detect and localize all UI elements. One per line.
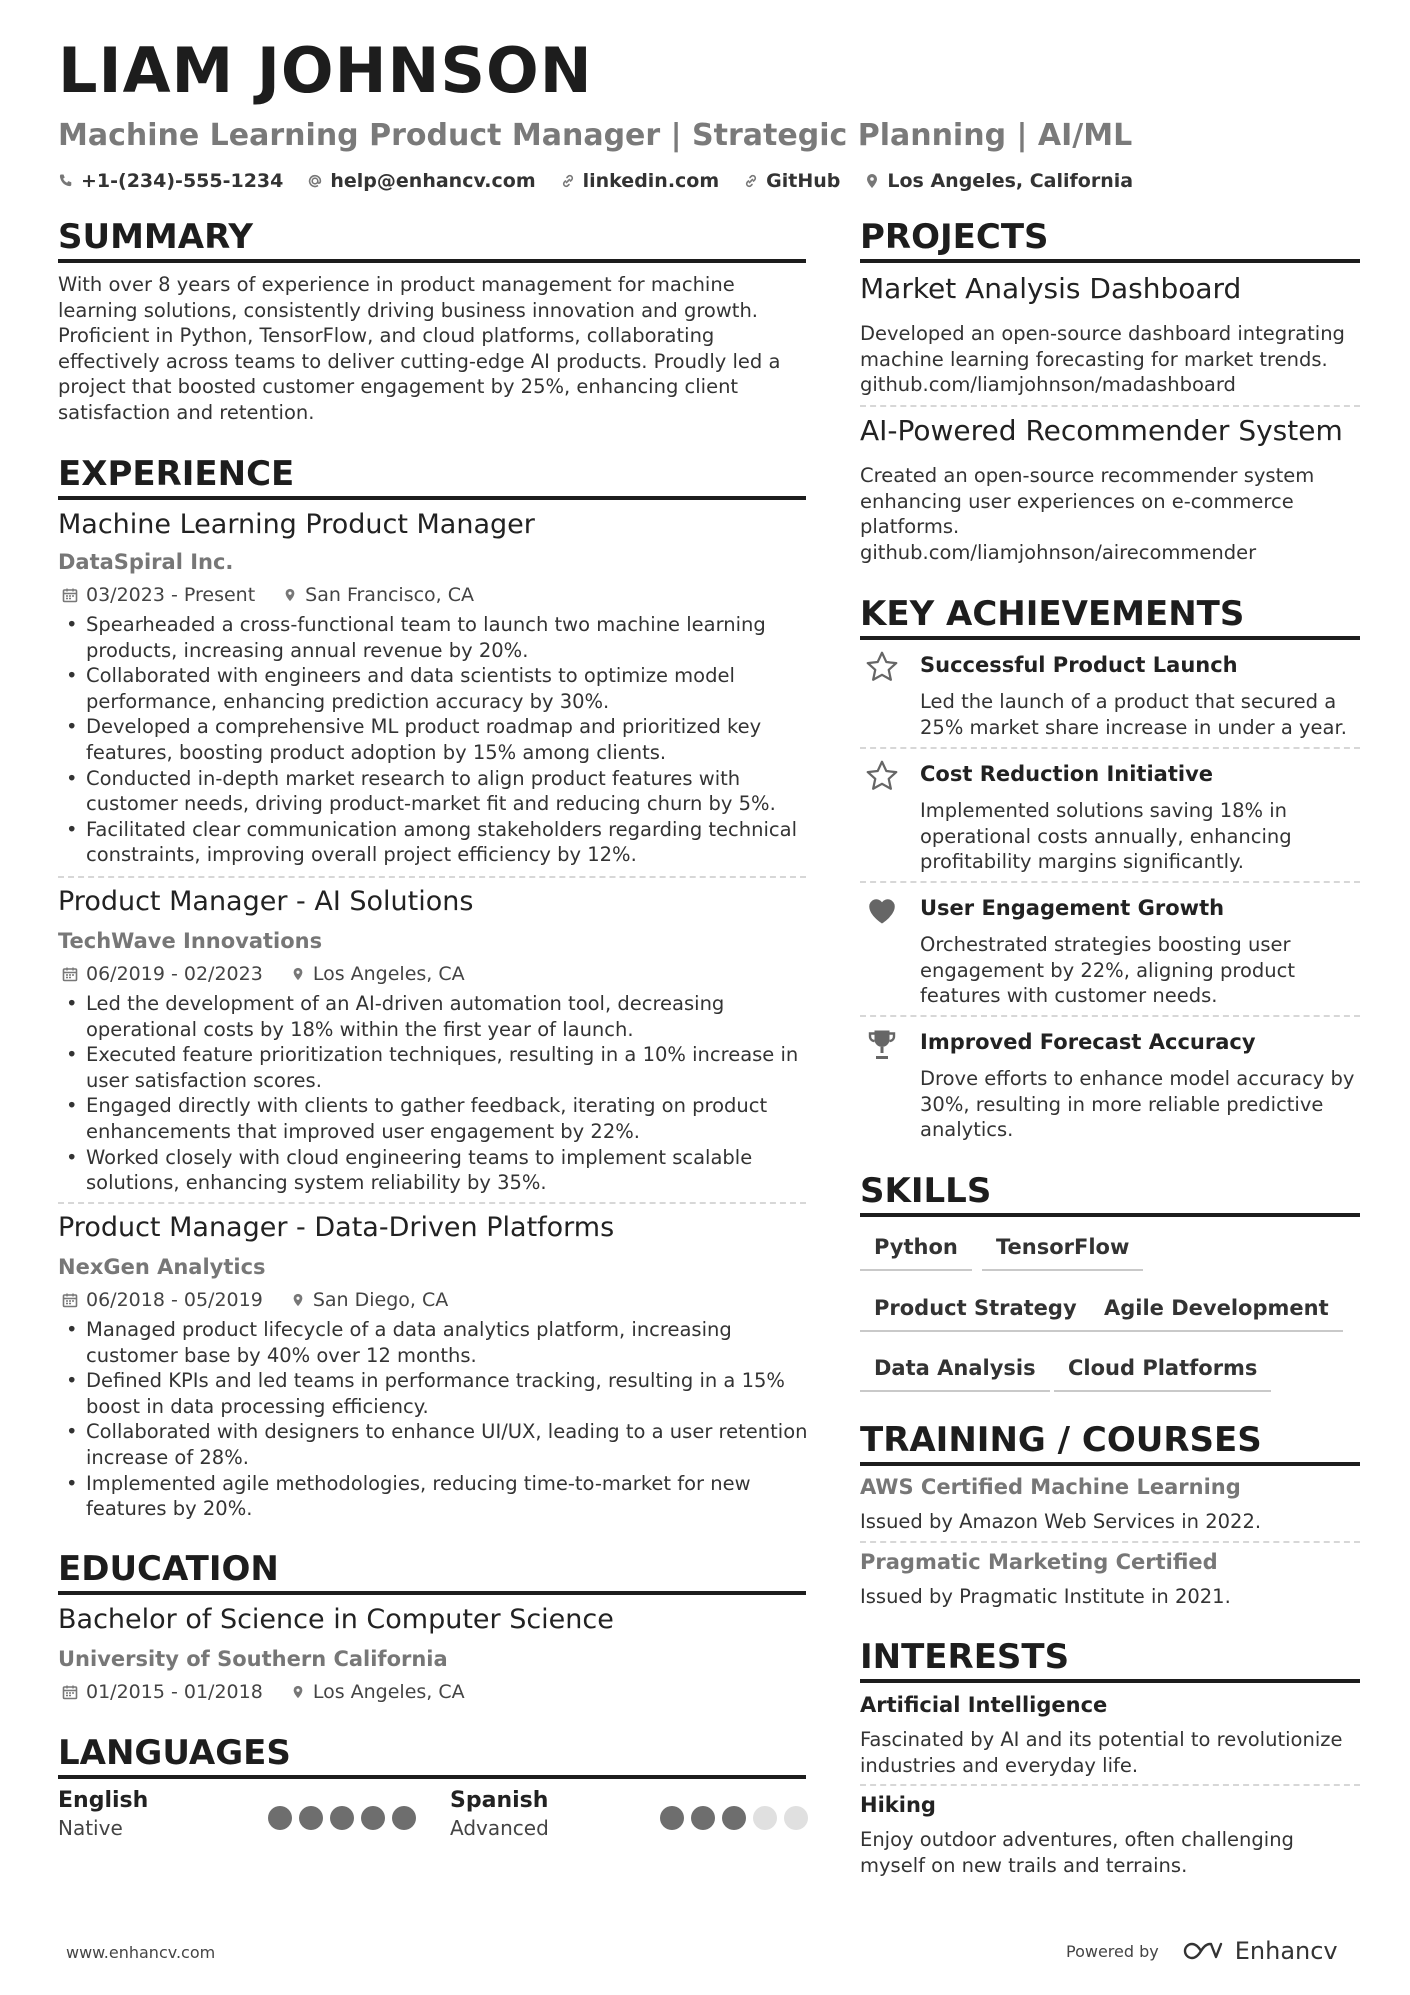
- achievement-description: Led the launch of a product that secured a 25% market share increase in under a year.: [920, 690, 1347, 739]
- location-icon: [291, 1684, 305, 1700]
- divider: [860, 1541, 1360, 1543]
- divider: [58, 1202, 806, 1204]
- language-level: Advanced: [450, 1816, 549, 1840]
- rating-dot-filled: [691, 1806, 715, 1830]
- contact-github[interactable]: [743, 170, 840, 192]
- education-meta: [62, 1681, 465, 1703]
- location-icon: [283, 587, 297, 603]
- experience-heading: EXPERIENCE: [58, 454, 295, 494]
- star-icon: [864, 649, 900, 685]
- job-company: DataSpiral Inc.: [58, 550, 234, 574]
- summary-text: With over 8 years of experience in product management for machine learning solutions, consistently driving business innovation and growth. Proficient in Python, TensorFlow, and cloud platforms, collaborating effectively across teams to deliver cutting-edge AI products. Proudly led a project that boosted customer engagement by 25%, enhancing client satisfaction and retention.: [58, 273, 781, 424]
- job-company: NexGen Analytics: [58, 1255, 266, 1279]
- projects-rule: [860, 259, 1360, 263]
- divider: [860, 405, 1360, 407]
- candidate-headline: Machine Learning Product Manager | Strategic Planning | AI/ML: [58, 118, 1133, 153]
- projects-heading: PROJECTS: [860, 217, 1049, 257]
- list-item: • Led the development of an AI-driven automation tool, decreasing operational costs by 18% within the first year of launch.: [58, 991, 818, 1042]
- project-link[interactable]: github.com/liamjohnson/airecommender: [860, 541, 1257, 564]
- divider: [58, 876, 806, 878]
- job-dates: [62, 584, 255, 606]
- calendar-icon: [62, 587, 78, 603]
- list-item: • Executed feature prioritization techniques, resulting in a 10% increase in user satisfaction scores.: [58, 1042, 818, 1093]
- job-location-text: San Diego, CA: [312, 1289, 449, 1311]
- trophy-icon: [864, 1026, 900, 1062]
- location-icon: [291, 1292, 305, 1308]
- project-link[interactable]: github.com/liamjohnson/madashboard: [860, 373, 1236, 396]
- enhancv-logo-icon: [1181, 1940, 1225, 1962]
- list-item: • Conducted in-depth market research to align product features with customer needs, driving product-market fit and reducing churn by 5%.: [58, 766, 818, 817]
- job-meta: [62, 584, 474, 606]
- languages-heading: LANGUAGES: [58, 1733, 291, 1773]
- divider: [860, 1015, 1360, 1017]
- candidate-name: LIAM JOHNSON: [58, 34, 593, 107]
- rating-dot-filled: [330, 1806, 354, 1830]
- training-heading: TRAINING / COURSES: [860, 1420, 1262, 1460]
- job-dates: [62, 1289, 263, 1311]
- star-icon: [864, 758, 900, 794]
- list-item: • Worked closely with cloud engineering teams to implement scalable solutions, enhancing system reliability by 35%.: [58, 1145, 818, 1196]
- contact-github-text: GitHub: [766, 170, 841, 192]
- contact-email-text: help@enhancv.com: [330, 170, 536, 192]
- course-description: Issued by Pragmatic Institute in 2021.: [860, 1585, 1231, 1608]
- achievement-title: User Engagement Growth: [920, 896, 1225, 920]
- brand-name: Enhancv: [1234, 1937, 1338, 1965]
- location-icon: [864, 173, 880, 189]
- summary-heading: SUMMARY: [58, 217, 254, 257]
- rating-dot-filled: [660, 1806, 684, 1830]
- job-location-text: Los Angeles, CA: [312, 963, 465, 985]
- achievements-heading: KEY ACHIEVEMENTS: [860, 594, 1245, 634]
- skill-tag: Data Analysis: [860, 1356, 1050, 1392]
- calendar-icon: [62, 1684, 78, 1700]
- list-item: • Collaborated with designers to enhance UI/UX, leading to a user retention increase of 28%.: [58, 1419, 818, 1470]
- summary-rule: [58, 259, 806, 263]
- rating-dot-filled: [361, 1806, 385, 1830]
- interest-description: Fascinated by AI and its potential to revolutionize industries and everyday life.: [860, 1728, 1343, 1777]
- job-dates-text: 06/2019 - 02/2023: [86, 963, 263, 985]
- skill-tag: Product Strategy: [860, 1296, 1091, 1332]
- rating-dot-empty: [753, 1806, 777, 1830]
- rating-dot-filled: [268, 1806, 292, 1830]
- achievement-title: Improved Forecast Accuracy: [920, 1030, 1256, 1054]
- education-rule: [58, 1591, 806, 1595]
- language-rating: [660, 1806, 808, 1830]
- job-title: Product Manager - AI Solutions: [58, 886, 474, 917]
- at-icon: [307, 173, 323, 189]
- job-dates-text: 03/2023 - Present: [86, 584, 256, 606]
- job-location: [291, 963, 465, 985]
- achievement-title: Cost Reduction Initiative: [920, 762, 1213, 786]
- location-icon: [291, 966, 305, 982]
- job-title: Product Manager - Data-Driven Platforms: [58, 1212, 615, 1243]
- language-rating: [268, 1806, 416, 1830]
- list-item: • Developed a comprehensive ML product roadmap and prioritized key features, boosting product adoption by 15% among clients.: [58, 714, 818, 765]
- language-name: Spanish: [450, 1788, 549, 1813]
- phone-icon: [58, 173, 74, 189]
- rating-dot-filled: [299, 1806, 323, 1830]
- job-bullets: [58, 1317, 818, 1522]
- job-location: [291, 1289, 448, 1311]
- interest-title: Hiking: [860, 1793, 936, 1817]
- job-location-text: San Francisco, CA: [305, 584, 475, 606]
- contact-phone[interactable]: [58, 170, 283, 192]
- interest-description: Enjoy outdoor adventures, often challenging myself on new trails and terrains.: [860, 1828, 1294, 1877]
- achievement-description: Drove efforts to enhance model accuracy by 30%, resulting in more reliable predictive analytics.: [920, 1067, 1355, 1142]
- skill-tag: TensorFlow: [982, 1235, 1143, 1271]
- interests-heading: INTERESTS: [860, 1637, 1070, 1677]
- list-item: • Managed product lifecycle of a data analytics platform, increasing customer base by 40% over 12 months.: [58, 1317, 818, 1368]
- languages-rule: [58, 1775, 806, 1779]
- list-item: • Facilitated clear communication among stakeholders regarding technical constraints, improving overall project efficiency by 12%.: [58, 817, 818, 868]
- contact-phone-text: +1-(234)-555-1234: [81, 170, 284, 192]
- education-dates-text: 01/2015 - 01/2018: [86, 1681, 263, 1703]
- list-item: • Engaged directly with clients to gather feedback, iterating on product enhancements that improved user engagement by 22%.: [58, 1093, 818, 1144]
- course-title: Pragmatic Marketing Certified: [860, 1550, 1218, 1574]
- project-description: Developed an open-source dashboard integrating machine learning forecasting for market trends.: [860, 322, 1345, 371]
- footer-branding: [1066, 1937, 1338, 1965]
- achievement-description: Orchestrated strategies boosting user engagement by 22%, aligning product features with customer needs.: [920, 933, 1295, 1008]
- link-icon: [743, 173, 759, 189]
- education-dates: [62, 1681, 263, 1703]
- contact-linkedin[interactable]: [560, 170, 720, 192]
- brand-logo[interactable]: [1181, 1937, 1338, 1965]
- course-title: AWS Certified Machine Learning: [860, 1475, 1241, 1499]
- link-icon: [560, 173, 576, 189]
- interest-title: Artificial Intelligence: [860, 1693, 1108, 1717]
- job-bullets: [58, 991, 818, 1196]
- job-meta: [62, 1289, 448, 1311]
- project-title: AI-Powered Recommender System: [860, 414, 1343, 447]
- project-title: Market Analysis Dashboard: [860, 272, 1242, 305]
- contact-location: [864, 170, 1133, 192]
- calendar-icon: [62, 1292, 78, 1308]
- rating-dot-filled: [392, 1806, 416, 1830]
- skills-heading: SKILLS: [860, 1171, 992, 1211]
- divider: [860, 747, 1360, 749]
- job-bullets: [58, 612, 818, 868]
- skill-tag: Python: [860, 1235, 972, 1271]
- education-heading: EDUCATION: [58, 1549, 279, 1589]
- skills-rule: [860, 1213, 1360, 1217]
- experience-rule: [58, 496, 806, 500]
- rating-dot-empty: [784, 1806, 808, 1830]
- contact-location-text: Los Angeles, California: [887, 170, 1134, 192]
- contact-bar: [58, 170, 1133, 192]
- language-level: Native: [58, 1816, 123, 1840]
- language-name: English: [58, 1788, 149, 1813]
- course-description: Issued by Amazon Web Services in 2022.: [860, 1510, 1262, 1533]
- job-title: Machine Learning Product Manager: [58, 509, 535, 540]
- calendar-icon: [62, 966, 78, 982]
- heart-icon: [864, 892, 900, 928]
- achievement-title: Successful Product Launch: [920, 653, 1238, 677]
- powered-by-label: Powered by: [1066, 1941, 1159, 1961]
- job-location: [283, 584, 474, 606]
- rating-dot-filled: [722, 1806, 746, 1830]
- education-location-text: Los Angeles, CA: [312, 1681, 465, 1703]
- footer-website[interactable]: www.enhancv.com: [66, 1943, 216, 1962]
- job-company: TechWave Innovations: [58, 929, 323, 953]
- skill-tag: Cloud Platforms: [1054, 1356, 1271, 1392]
- job-meta: [62, 963, 465, 985]
- contact-linkedin-text: linkedin.com: [582, 170, 720, 192]
- list-item: • Spearheaded a cross-functional team to launch two machine learning products, increasing annual revenue by 20%.: [58, 612, 818, 663]
- achievements-rule: [860, 636, 1360, 640]
- job-dates: [62, 963, 263, 985]
- job-dates-text: 06/2018 - 05/2019: [86, 1289, 263, 1311]
- divider: [860, 881, 1360, 883]
- achievement-description: Implemented solutions saving 18% in operational costs annually, enhancing profitability margins significantly.: [920, 799, 1292, 874]
- school-name: University of Southern California: [58, 1647, 448, 1671]
- list-item: • Collaborated with engineers and data scientists to optimize model performance, enhancing prediction accuracy by 30%.: [58, 663, 818, 714]
- list-item: • Defined KPIs and led teams in performance tracking, resulting in a 15% boost in data processing efficiency.: [58, 1368, 818, 1419]
- divider: [860, 1784, 1360, 1786]
- training-rule: [860, 1462, 1360, 1466]
- project-description: Created an open-source recommender system enhancing user experiences on e-commerce platforms.: [860, 464, 1315, 539]
- list-item: • Implemented agile methodologies, reducing time-to-market for new features by 20%.: [58, 1471, 818, 1522]
- education-location: [291, 1681, 465, 1703]
- skill-tag: Agile Development: [1090, 1296, 1343, 1332]
- contact-email[interactable]: [307, 170, 535, 192]
- interests-rule: [860, 1679, 1360, 1683]
- degree-title: Bachelor of Science in Computer Science: [58, 1604, 614, 1635]
